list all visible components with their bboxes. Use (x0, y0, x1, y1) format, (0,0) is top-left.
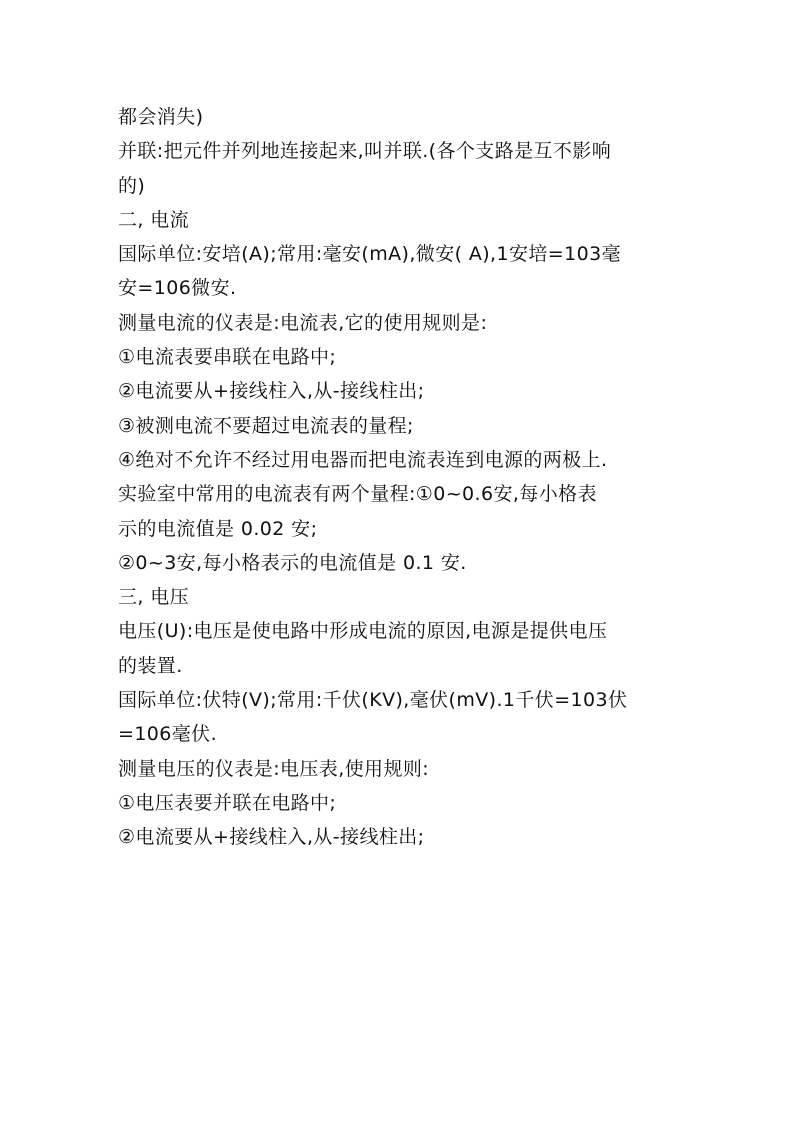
text-line: 的装置. (118, 654, 183, 677)
text-line: 的) (118, 174, 146, 197)
list-item: ②电流要从+接线柱入,从-接线柱出; (118, 826, 425, 849)
list-item: ③被测电流不要超过电流表的量程; (118, 414, 414, 437)
text-line: =106毫伏. (118, 723, 218, 746)
text-line: 示的电流值是 0.02 安; (118, 517, 318, 540)
section-heading: 二, 电流 (118, 208, 190, 231)
list-item: ①电压表要并联在电路中; (118, 791, 337, 814)
text-line: 国际单位:安培(A);常用:毫安(mA),微安( A),1安培=103毫 (118, 243, 621, 266)
text-line: ②0~3安,每小格表示的电流值是 0.1 安. (118, 551, 467, 574)
text-line: 国际单位:伏特(V);常用:千伏(KV),毫伏(mV).1千伏=103伏 (118, 689, 628, 712)
list-item: ①电流表要串联在电路中; (118, 346, 337, 369)
list-item: ②电流要从+接线柱入,从-接线柱出; (118, 380, 425, 403)
text-line: 安=106微安. (118, 277, 237, 300)
text-line: 都会消失) (118, 106, 204, 128)
text-line: 测量电压的仪表是:电压表,使用规则: (118, 757, 430, 780)
section-heading: 三, 电压 (118, 586, 190, 609)
text-line: 并联:把元件并列地连接起来,叫并联.(各个支路是互不影响 (118, 140, 612, 163)
text-line: 电压(U):电压是使电路中形成电流的原因,电源是提供电压 (118, 620, 608, 643)
document-body (118, 100, 684, 855)
list-item: ④绝对不允许不经过用电器而把电流表连到电源的两极上. (118, 448, 608, 471)
text-line: 测量电流的仪表是:电流表,它的使用规则是: (118, 311, 488, 334)
text-line: 实验室中常用的电流表有两个量程:①0~0.6安,每小格表 (118, 483, 597, 506)
